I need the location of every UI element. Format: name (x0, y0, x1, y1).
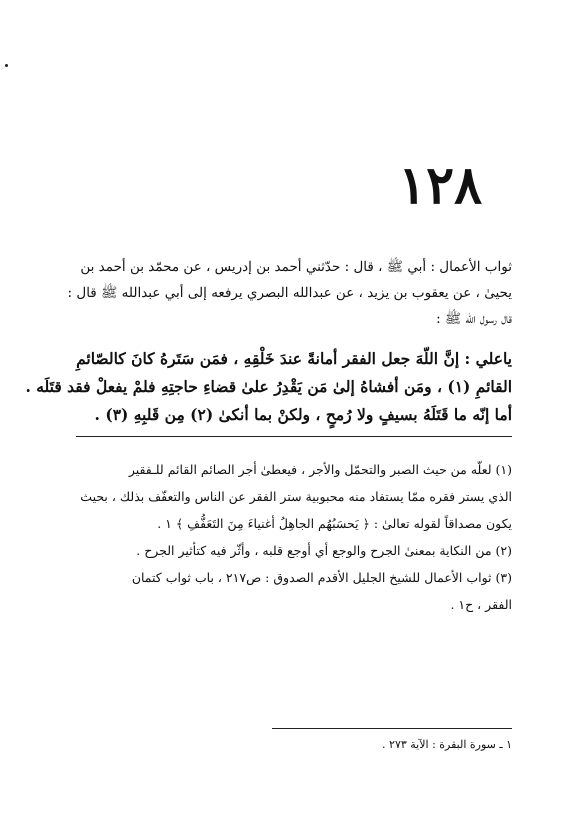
note-line: (٢) من النكاية بمعنىٰ الجرح والوجع أي أوجع قلبه ، وأثّر فيه كتأثير الجرح . (136, 543, 512, 558)
hadith-line: ياعلي : إنَّ اللّهَ جعل الفقر أمانةً عندَ خَلْقِهِ ، فمَن سَتَرهُ كانَ كالصّائمِ (76, 349, 512, 368)
page-footnote (76, 736, 512, 754)
note-line: الذي يستر فقره ممّا يستفاد منه محبوبية ستر الفقر عن الناس والتعفّف بذلك ، بحيث (80, 489, 512, 504)
hadith-line: القائمِ (١) ، ومَن أفشاهُ إلىٰ مَن يَقْدِرُ علىٰ قضاءِ حاجتِهِ فلمْ يفعلْ فقد قتَلَه . (25, 377, 512, 396)
hadith-line: أما إنّه ما قَتَلَهُ بسيفٍ ولا رُمحٍ ، ولكنْ بما أنكىٰ (٢) مِن قَلبِهِ (٣) . (94, 405, 512, 424)
stray-mark (5, 64, 8, 67)
chain-line: ثواب الأعمال : أبي ﷺ ، قال : حدّثني أحمد بن إدريس ، عن محمّد بن أحمد بن (80, 259, 512, 275)
footnote-text: ١ ـ سورة البقرة : الآية ٢٧٣ . (382, 738, 512, 751)
narration-chain (67, 254, 512, 332)
chain-line: يحيىٰ ، عن يعقوب بن يزيد ، عن عبدالله البصري يرفعه إلى أبي عبدالله ﷺ قال : (67, 285, 512, 301)
hadith-text (25, 345, 512, 429)
note-line: (١) لعلّه من حيث الصبر والتحمّل والأجر ، فيعطىٰ أجر الصائم القائم للـفقير (128, 462, 512, 477)
footnote-divider (272, 728, 512, 729)
section-divider (76, 436, 512, 437)
note-line: (٣) ثواب الأعمال للشيخ الجليل الأقدم الصدوق : ص٢١٧ ، باب ثواب كتمان (131, 570, 512, 585)
commentary-notes (76, 456, 512, 618)
chain-line: قال رسول الله ﷺ : (436, 311, 512, 327)
hadith-number: ١٢٨ (398, 155, 482, 216)
note-line: الفقر ، ح١ . (450, 597, 512, 612)
note-line: يكون مصداقاً لقوله تعالىٰ : ﴿ يَحسَبُهُم الجاهِلُ أغنياءَ مِنَ التَعَفُّفِ ﴾ ١ . (157, 516, 512, 531)
